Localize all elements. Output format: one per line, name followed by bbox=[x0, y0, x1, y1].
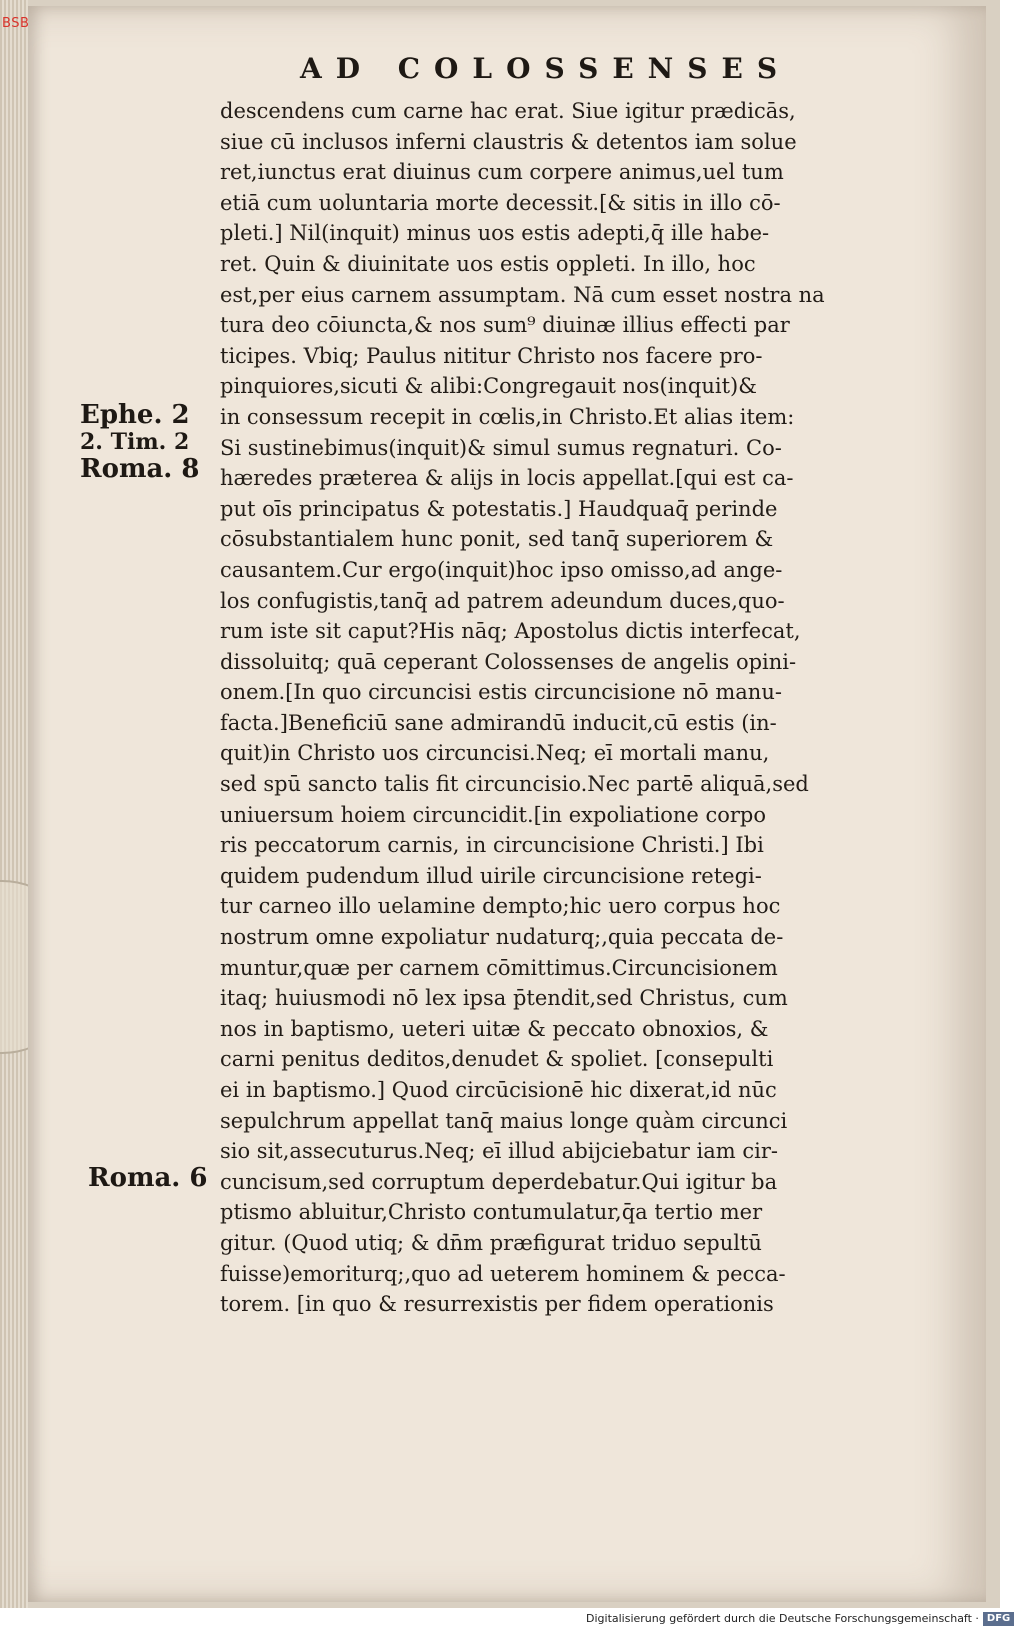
text-line: carni penitus deditos,denudet & spoliet. [consepulti bbox=[220, 1047, 774, 1072]
text-line: est,per eius carnem assumptam. Nā cum esset nostra na bbox=[220, 282, 825, 307]
text-line: sio sit,assecuturus.Neq; eī illud abijciebatur iam cir- bbox=[220, 1139, 778, 1164]
text-line: fuisse)emoriturq;,quo ad ueterem hominem & pecca- bbox=[220, 1261, 786, 1286]
text-line: ei in baptismo.] Quod circūcisionē hic dixerat,id nūc bbox=[220, 1078, 777, 1102]
running-header: AD COLOSSENSES bbox=[300, 52, 792, 85]
library-mark: BSB bbox=[2, 16, 30, 31]
text-line: los confugistis,tanq̄ ad patrem adeundum duces,quo- bbox=[220, 588, 785, 613]
text-line: cuncisum,sed corruptum deperdebatur.Qui igitur ba bbox=[220, 1169, 778, 1194]
text-line: causantem.Cur ergo(inquit)hoc ipso omisso,ad ange- bbox=[220, 557, 783, 582]
text-line: cōsubstantialem hunc ponit, sed tanq̄ superiorem & bbox=[220, 527, 774, 552]
text-line: gitur. (Quod utiq; & dn̄m præfigurat triduo sepultū bbox=[220, 1230, 762, 1255]
margin-note-ephe: Ephe. 2 bbox=[80, 400, 190, 430]
text-line: ret. Quin & diuinitate uos estis oppleti. In illo, hoc bbox=[220, 251, 756, 276]
text-line: sepulchrum appellat tanq̄ maius longe quàm circunci bbox=[220, 1108, 788, 1133]
text-line: dissoluitq; quā ceperant Colossenses de angelis opini- bbox=[220, 649, 797, 674]
text-line: Si sustinebimus(inquit)& simul sumus regnaturi. Co- bbox=[220, 435, 782, 460]
dfg-logo: DFG bbox=[983, 1612, 1014, 1626]
text-line: ret,iunctus erat diuinus cum corpere animus,uel tum bbox=[220, 160, 784, 185]
text-line: nos in baptismo, ueteri uitæ & peccato obnoxios, & bbox=[220, 1016, 769, 1041]
footer-credit: Digitalisierung gefördert durch die Deutsche Forschungsgemeinschaft · bbox=[586, 1612, 979, 1625]
text-line: quidem pudendum illud uirile circuncisione retegi- bbox=[220, 863, 762, 888]
book-page-edges bbox=[0, 0, 28, 1608]
text-line: descendens cum carne hac erat. Siue igitur prædicās, bbox=[220, 99, 796, 123]
body-text bbox=[220, 96, 910, 1320]
footer bbox=[586, 1612, 1011, 1632]
text-line: in consessum recepit in cœlis,in Christo.Et alias item: bbox=[220, 404, 795, 429]
margin-note-tim: 2. Tim. 2 bbox=[80, 429, 190, 455]
text-line: nostrum omne expoliatur nudaturq;,quia peccata de- bbox=[220, 925, 784, 950]
text-line: pleti.] Nil(inquit) minus uos estis adepti,q̄ ille habe- bbox=[220, 221, 770, 246]
text-line: sed spū sancto talis fit circuncisio.Nec partē aliquā,sed bbox=[220, 772, 809, 797]
text-line: onem.[In quo circuncisi estis circuncisione nō manu- bbox=[220, 680, 782, 705]
text-line: muntur,quæ per carnem cōmittimus.Circuncisionem bbox=[220, 955, 778, 980]
text-line: itaq; huiusmodi nō lex ipsa p̄tendit,sed Christus, cum bbox=[220, 986, 788, 1011]
text-line: uniuersum hoiem circuncidit.[in expoliatione corpo bbox=[220, 802, 766, 827]
text-line: ris peccatorum carnis, in circuncisione Christi.] Ibi bbox=[220, 833, 764, 858]
text-line: etiā cum uoluntaria morte decessit.[& sitis in illo cō- bbox=[220, 190, 781, 215]
text-line: pinquiores,sicuti & alibi:Congregauit nos(inquit)& bbox=[220, 374, 757, 399]
text-line: siue cū inclusos inferni claustris & detentos iam solue bbox=[220, 129, 797, 154]
text-line: put oīs principatus & potestatis.] Haudquaq̄ perinde bbox=[220, 496, 778, 521]
text-line: tura deo cōiuncta,& nos sum⁹ diuinæ illius effecti par bbox=[220, 313, 790, 338]
text-line: hæredes præterea & alijs in locis appellat.[qui est ca- bbox=[220, 466, 794, 491]
text-line: tur carneo illo uelamine dempto;hic uero corpus hoc bbox=[220, 894, 781, 919]
margin-note-roma-6: Roma. 6 bbox=[88, 1163, 208, 1193]
text-line: torem. [in quo & resurrexistis per fidem operationis bbox=[220, 1292, 774, 1317]
text-line: ticipes. Vbiq; Paulus nititur Christo nos facere pro- bbox=[220, 343, 763, 368]
text-line: ptismo abluitur,Christo contumulatur,q̄a tertio mer bbox=[220, 1200, 763, 1225]
margin-note-roma: Roma. 8 bbox=[80, 454, 200, 484]
text-line: facta.]Beneficiū sane admirandū inducit,cū estis (in- bbox=[220, 710, 777, 735]
margin-notes bbox=[80, 402, 200, 483]
text-line: rum iste sit caput?His nāq; Apostolus dictis interfecat, bbox=[220, 619, 801, 644]
text-line: quit)in Christo uos circuncisi.Neq; eī mortali manu, bbox=[220, 741, 770, 766]
